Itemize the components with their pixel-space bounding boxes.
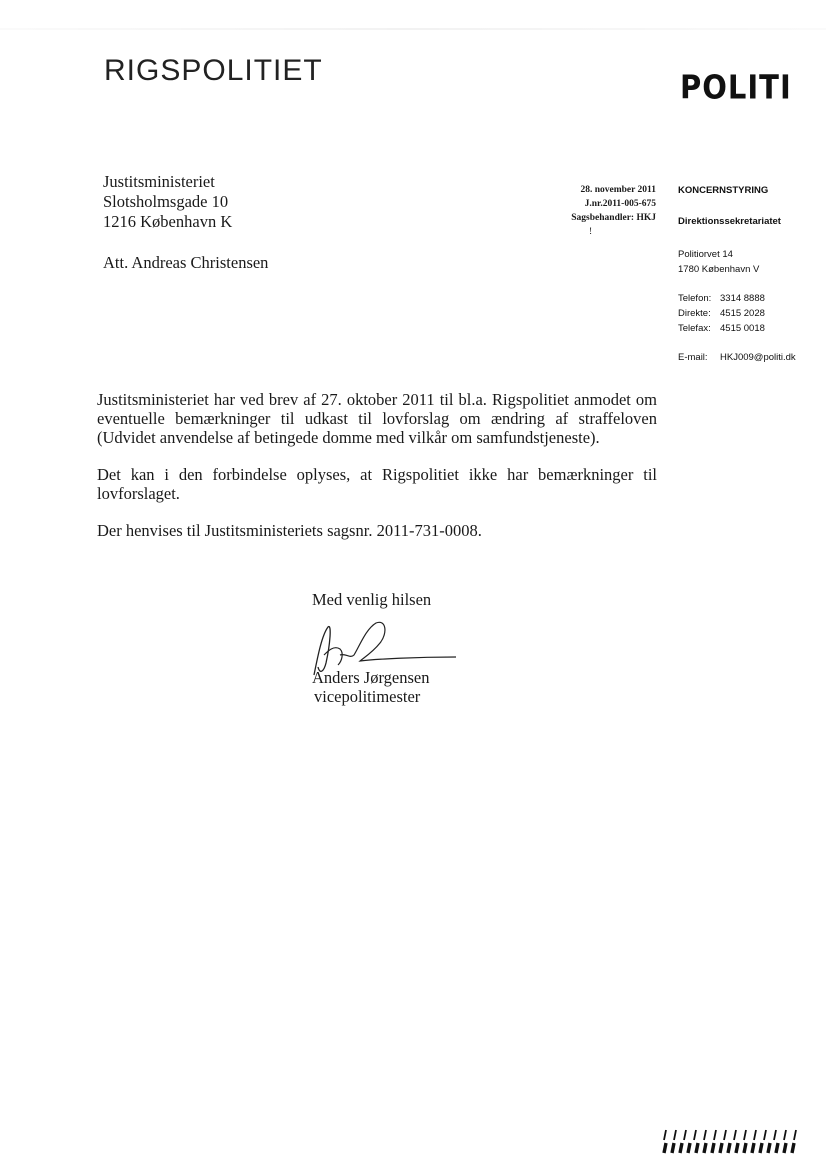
email-value: HKJ009@politi.dk <box>720 352 796 363</box>
address-line: Politiorvet 14 <box>678 249 733 260</box>
phone-value: 4515 2028 <box>720 308 765 319</box>
case-number: J.nr.2011-005-675 <box>584 199 656 209</box>
letter-date: 28. november 2011 <box>580 185 656 195</box>
address-line: 1780 København V <box>678 264 760 275</box>
department-name: KONCERNSTYRING <box>678 185 769 196</box>
recipient-line: Slotsholmsgade 10 <box>103 192 229 211</box>
recipient-line: Justitsministeriet <box>103 172 215 191</box>
body-paragraph: Justitsministeriet har ved brev af 27. oktober 2011 til bl.a. Rigspolitiet anmodet om eventuelle bemærkninger til udkast til lovforslag om ændring af straffeloven (Udvidet anvendelse af betingede domme med vilkår om samfundstjeneste). <box>97 390 657 447</box>
phone-label: Direkte: <box>678 308 711 319</box>
sender-sidebar <box>678 185 818 363</box>
phone-value: 3314 8888 <box>720 293 765 304</box>
scan-edge <box>0 28 826 30</box>
phone-label: Telefon: <box>678 293 712 304</box>
agency-title: RIGSPOLITIET <box>104 54 323 87</box>
phone-value: 4515 0018 <box>720 323 765 334</box>
email-row <box>678 352 818 363</box>
phone-label: Telefax: <box>678 323 711 334</box>
sender-address <box>678 247 818 277</box>
signer-title: vicepolitimester <box>314 687 421 706</box>
letter-body <box>97 390 657 540</box>
politi-logo: POLITI <box>680 67 792 107</box>
signer-name: Anders Jørgensen <box>312 668 430 687</box>
phone-list <box>678 291 818 336</box>
body-paragraph: Der henvises til Justitsministeriets sagsnr. 2011-731-0008. <box>97 521 482 540</box>
closing-salutation: Med venlig hilsen <box>312 590 432 609</box>
phone-row <box>678 291 818 306</box>
body-paragraph: Det kan i den forbindelse oplyses, at Rigspolitiet ikke har bemærkninger til lovforslaget. <box>97 465 657 503</box>
attention-line: Att. Andreas Christensen <box>103 253 269 272</box>
barcode-mark <box>662 1128 802 1154</box>
email-label: E-mail: <box>678 352 708 363</box>
unit-name: Direktionssekretariatet <box>678 216 781 227</box>
phone-row <box>678 321 818 336</box>
phone-row <box>678 306 818 321</box>
recipient-line: 1216 København K <box>103 212 233 231</box>
case-handler: Sagsbehandler: HKJ <box>571 213 656 223</box>
recipient-address <box>103 172 232 232</box>
handwritten-mark: ! <box>589 227 593 237</box>
letter-meta <box>571 183 656 239</box>
